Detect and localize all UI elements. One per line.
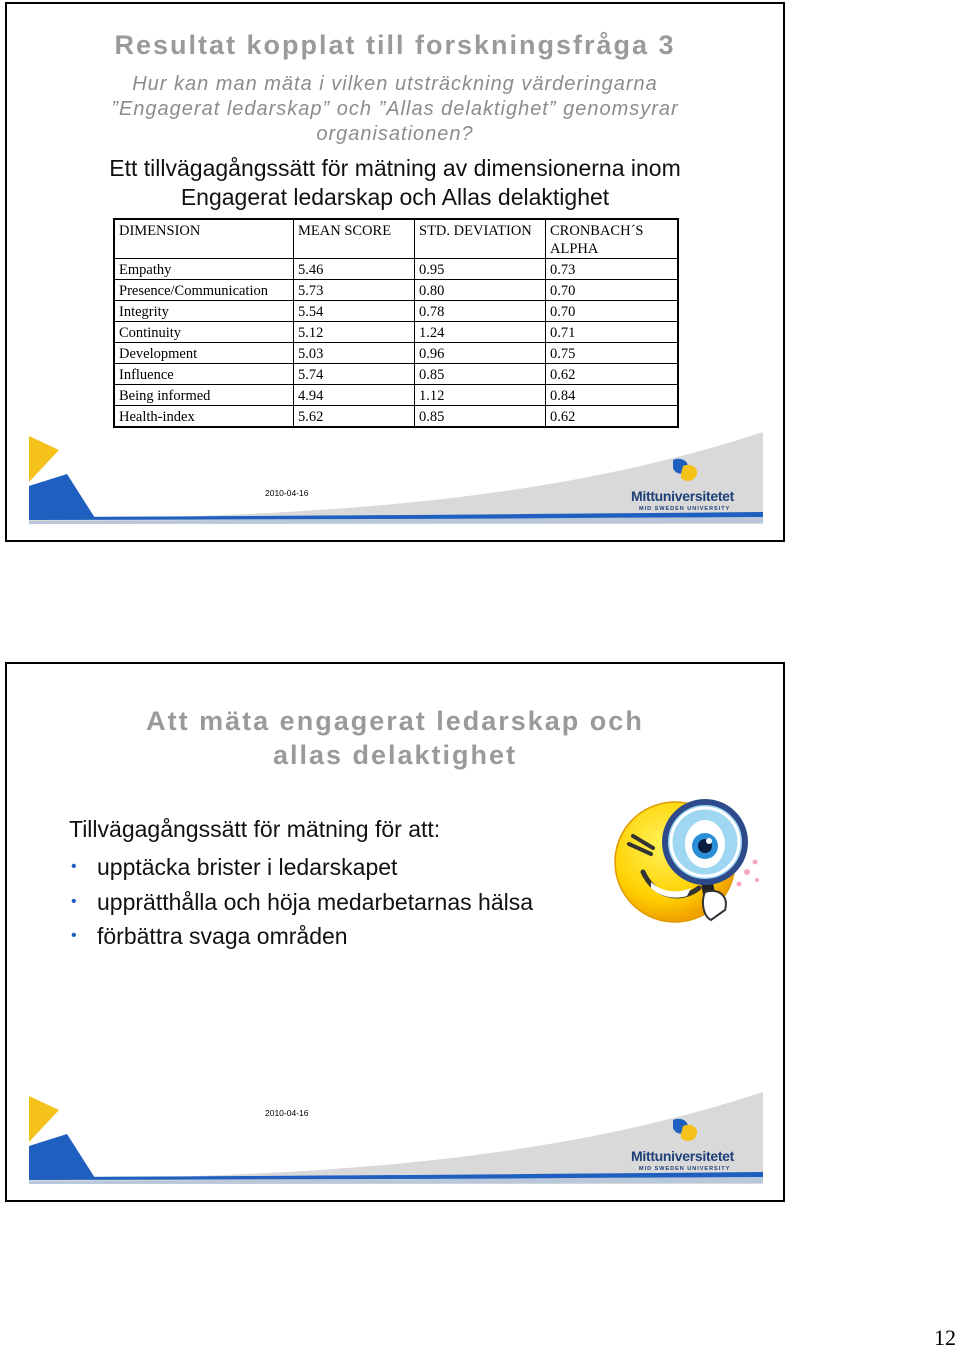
heading-line: Ett tillvägagångssätt för mätning av dimensionerna inom [109, 155, 681, 181]
bullet-icon: • [71, 927, 77, 944]
cell-std: 0.96 [415, 343, 546, 364]
bullet-text: förbättra svaga områden [97, 923, 348, 949]
title-line: allas delaktighet [272, 740, 518, 770]
cell-mean: 5.46 [294, 259, 415, 280]
cell-dimension: Being informed [114, 385, 294, 406]
slide-measure-leadership [5, 662, 785, 1202]
bullet-icon: • [71, 858, 77, 875]
header-std-deviation: STD. DEVIATION [415, 219, 546, 259]
cell-dimension: Development [114, 343, 294, 364]
cell-std: 0.95 [415, 259, 546, 280]
footer-decoration [7, 4, 783, 542]
cell-mean: 5.54 [294, 301, 415, 322]
cell-alpha: 0.70 [546, 301, 679, 322]
cell-std: 1.24 [415, 322, 546, 343]
logo-name: Mittuniversitetet [631, 1148, 735, 1164]
subtitle-line: Hur kan man mäta i vilken utsträckning värderingarna [132, 73, 658, 95]
logo-subtitle: MID SWEDEN UNIVERSITY [639, 1166, 731, 1172]
cell-alpha: 0.62 [546, 406, 679, 428]
cell-mean: 5.74 [294, 364, 415, 385]
cell-std: 1.12 [415, 385, 546, 406]
cell-dimension: Influence [114, 364, 294, 385]
cell-mean: 5.12 [294, 322, 415, 343]
blue-swoosh-shape [29, 474, 95, 518]
yellow-swoosh-shape [29, 1096, 59, 1142]
cell-mean: 5.62 [294, 406, 415, 428]
cell-mean: 5.73 [294, 280, 415, 301]
cell-alpha: 0.84 [546, 385, 679, 406]
slide-title: Resultat kopplat till forskningsfråga 3 [114, 30, 676, 60]
cell-alpha: 0.70 [546, 280, 679, 301]
intro-text: Tillvägagångssätt för mätning för att: [69, 816, 441, 842]
yellow-swoosh-shape [29, 436, 59, 482]
bullet-text: upprätthålla och höja medarbetarnas hälsa [97, 888, 534, 915]
header-cronbach-alpha: CRONBACH´S ALPHA [546, 219, 679, 259]
page-number: 12 [934, 1325, 956, 1350]
cell-std: 0.85 [415, 364, 546, 385]
cell-dimension: Presence/Communication [114, 280, 294, 301]
cell-dimension: Integrity [114, 301, 294, 322]
cell-std: 0.80 [415, 280, 546, 301]
cell-dimension: Continuity [114, 322, 294, 343]
cell-mean: 5.03 [294, 343, 415, 364]
cell-std: 0.85 [415, 406, 546, 428]
subtitle-line: organisationen? [316, 123, 474, 145]
cell-dimension: Health-index [114, 406, 294, 428]
header-dimension: DIMENSION [114, 219, 294, 259]
logo-mark-icon [669, 1116, 709, 1146]
cell-alpha: 0.71 [546, 322, 679, 343]
cell-alpha: 0.73 [546, 259, 679, 280]
bullet-text: upptäcka brister i ledarskapet [97, 854, 398, 880]
slide-date: 2010-04-16 [265, 488, 309, 498]
logo-mark-icon [669, 456, 709, 486]
cell-alpha: 0.62 [546, 364, 679, 385]
subtitle-line: ”Engagerat ledarskap” och ”Allas delaktighet” genomsyrar [111, 98, 679, 120]
blue-swoosh-shape [29, 1134, 95, 1178]
cell-mean: 4.94 [294, 385, 415, 406]
logo-subtitle: MID SWEDEN UNIVERSITY [639, 506, 731, 512]
cell-alpha: 0.75 [546, 343, 679, 364]
logo-name: Mittuniversitetet [631, 488, 735, 504]
slide-research-question-3 [5, 2, 785, 542]
cell-std: 0.78 [415, 301, 546, 322]
bullet-icon: • [71, 892, 77, 910]
slide-date: 2010-04-16 [265, 1108, 309, 1118]
footer-decoration [7, 664, 783, 1202]
header-mean-score: MEAN SCORE [294, 219, 415, 259]
cell-dimension: Empathy [114, 259, 294, 280]
title-line: Att mäta engagerat ledarskap och [146, 706, 644, 736]
heading-line: Engagerat ledarskap och Allas delaktighet [180, 184, 610, 210]
